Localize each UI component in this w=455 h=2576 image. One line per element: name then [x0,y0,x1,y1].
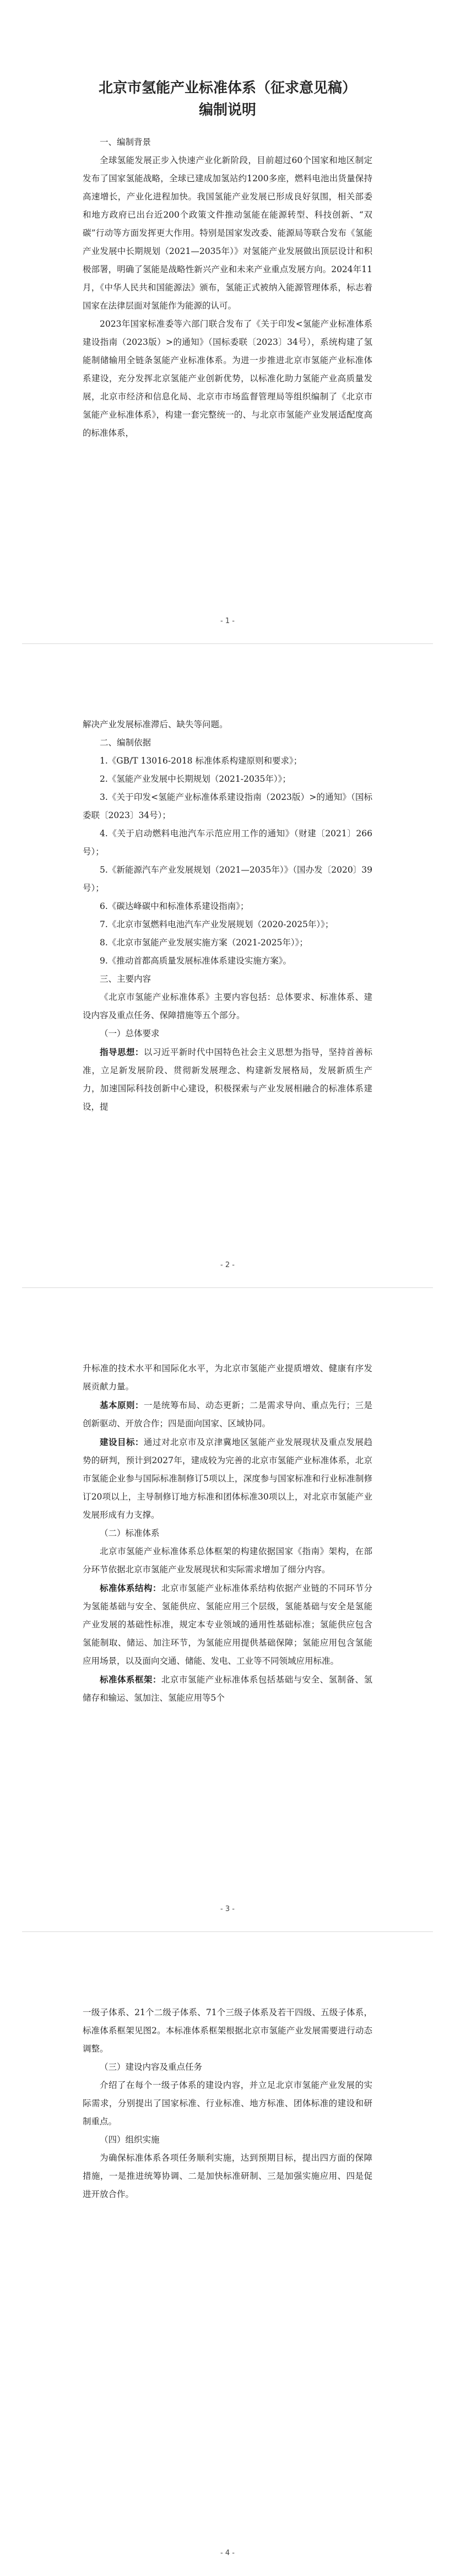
section-heading-background: 一、编制背景 [100,137,151,147]
construction-goal-paragraph [83,1433,372,1524]
page-1-content [83,77,372,442]
guiding-ideology-paragraph [83,1043,372,1116]
basic-principles-label: 基本原则： [100,1400,144,1410]
subsection-heading-system: （二）标准体系 [100,1528,160,1538]
guiding-ideology-text: 以习近平新时代中国特色社会主义思想为指导，坚持首善标准，立足新发展阶段、贯彻新发展理念、构建新发展格局，发展新质生产力，加速国际科技创新中心建设，积极探索与产业发展相融合的标准体系建设，提 [83,1047,372,1112]
system-structure-paragraph [83,1579,372,1670]
reference-item: 1.《GB/T 13016-2018 标准体系构建原则和要求》； [100,756,302,766]
page-2 [0,644,455,1288]
continuation-text: 解决产业发展标准滞后、缺失等问题。 [83,719,228,729]
page-1 [0,0,455,644]
reference-item: 4.《关于启动燃料电池汽车示范应用工作的通知》（财建〔2021〕266号）； [83,829,372,857]
reference-item: 2.《氢能产业发展中长期规划（2021-2035年）》； [100,774,291,784]
page-2-content [83,716,372,1116]
reference-item: 6.《碳达峰碳中和标准体系建设指南》； [100,901,249,911]
construction-goal-text: 通过对北京市及京津冀地区氢能产业发展现状及重点发展趋势的研判，预计到2027年，建成较为完善的北京市氢能产业标准体系，北京市氢能企业参与国际标准制修订5项以上，深度参与国家标准和行业标准制修订20项以上，主导制修订地方标准和团体标准30项以上，对北京市氢能产业发展形成有力支撑。 [83,1437,372,1520]
subsection-heading-implementation: （四）组织实施 [100,2135,160,2145]
continuation-text: 升标准的技术水平和国际化水平，为北京市氢能产业提质增效、健康有序发展贡献力量。 [83,1363,372,1392]
reference-item: 7.《北京市氢燃料电池汽车产业发展规划（2020-2025年）》； [100,919,334,929]
system-paragraph-1: 北京市氢能产业标准体系总体框架的构建依据国家《指南》架构，在部分环节依据北京市氢能产业发展现状和实际需求增加了细分内容。 [83,1546,372,1574]
page-4-content [83,2004,372,2204]
page-number: - 1 - [220,617,235,625]
reference-item: 8.《北京市氢能产业发展实施方案（2021-2025年）》； [100,938,308,948]
system-structure-text: 北京市氢能产业标准体系结构依据产业链的不同环节分为氢能基础与安全、氢能供应、氢能应用三个层级，氢能基础与安全是氢能产业发展的基础性标准，规定本专业领域的通用性基础标准；氢能供应包含氢能制取、储运、加注环节，为氢能应用提供基础保障；氢能应用包含氢能应用场景，以及面向交通、储能、发电、工业等不同领域应用标准。 [83,1583,372,1666]
implementation-paragraph: 为确保标准体系各项任务顺利实施，达到预期目标，提出四方面的保障措施，一是推进统筹协调、二是加快标准研制、三是加强实施应用、四是促进开放合作。 [83,2153,372,2199]
subsection-heading-overall: （一）总体要求 [100,1029,160,1038]
basic-principles-paragraph [83,1396,372,1433]
system-framework-label: 标准体系框架： [100,1674,161,1685]
background-paragraph-1: 全球氢能发展正步入快速产业化新阶段，目前超过60个国家和地区制定发布了国家氢能战略，全球已建成加氢站约1200多座，燃料电池出货量保持高速增长，产业化进程加快。我国氢能产业发展已形成良好氛围，相关部委和地方政府已出台近200个政策文件推动氢能在能源转型、科技创新、“双碳”行动等方面发挥更大作用。特别是国家发改委、能源局等联合发布《氢能产业发展中长期规划（2021—2035年）》对氢能产业发展做出顶层设计和积极部署，明确了氢能是战略性新兴产业和未来产业重点发展方向。2024年11月，《中华人民共和国能源法》颁布，氢能正式被纳入能源管理体系，标志着国家在法律层面对氢能作为能源的认可。 [83,155,372,311]
background-paragraph-2: 2023年国家标准委等六部门联合发布了《关于印发<氢能产业标准体系建设指南（2023版）>的通知》（国标委联〔2023〕34号），系统构建了氢能制储输用全链条氢能产业标准体系。为进一步推进北京市氢能产业标准体系建设，充分发挥北京氢能产业创新优势，以标准化助力氢能产业高质量发展，北京市经济和信息化局、北京市市场监督管理局等组织编制了《北京市氢能产业标准体系》，构建一套完整统一的、与北京市氢能产业发展适配度高的标准体系， [83,319,372,438]
section-heading-basis: 二、编制依据 [100,738,151,748]
continuation-text: 一级子体系、21个二级子体系、71个三级子体系及若干四级、五级子体系，标准体系框架见图2。本标准体系框架根据北京市氢能产业发展需要进行动态调整。 [83,2007,372,2054]
system-framework-paragraph [83,1670,372,1707]
section-heading-content: 三、主要内容 [100,974,151,984]
doc-title: 北京市氢能产业标准体系（征求意见稿） [98,80,356,96]
basic-principles-text: 一是统筹布局、动态更新；二是需求导向、重点先行；三是创新驱动、开放合作；四是面向国家、区域协同。 [83,1400,372,1428]
system-framework-text: 北京市氢能产业标准体系包括基础与安全、氢制备、氢储存和输运、氢加注、氢能应用等5个 [83,1675,372,1703]
construction-goal-label: 建设目标： [100,1437,144,1447]
content-intro: 《北京市氢能产业标准体系》主要内容包括：总体要求、标准体系、建设内容及重点任务、保障措施等五个部分。 [83,992,372,1020]
page-number: - 3 - [220,1905,235,1913]
system-structure-label: 标准体系结构： [100,1583,161,1593]
page-3 [0,1288,455,1932]
subsection-heading-tasks: （三）建设内容及重点任务 [100,2062,203,2072]
guiding-ideology-label: 指导思想： [100,1047,144,1057]
page-3-content [83,1360,372,1707]
tasks-paragraph: 介绍了在每个一级子体系的建设内容，并立足北京市氢能产业发展的实际需求，分别提出了国家标准、行业标准、地方标准、团体标准的建设和研制重点。 [83,2080,372,2126]
reference-item: 9.《推动首都高质量发展标准体系建设实施方案》。 [100,956,292,966]
page-number: - 4 - [220,2549,235,2557]
reference-item: 5.《新能源汽车产业发展规划（2021—2035年）》（国办发〔2020〕39号）； [83,865,372,893]
reference-item: 3.《关于印发<氢能产业标准体系建设指南（2023版）>的通知》（国标委联〔2023〕34号）； [83,792,372,820]
doc-subtitle: 编制说明 [198,102,256,118]
page-4 [0,1932,455,2576]
page-number: - 2 - [220,1261,235,1269]
